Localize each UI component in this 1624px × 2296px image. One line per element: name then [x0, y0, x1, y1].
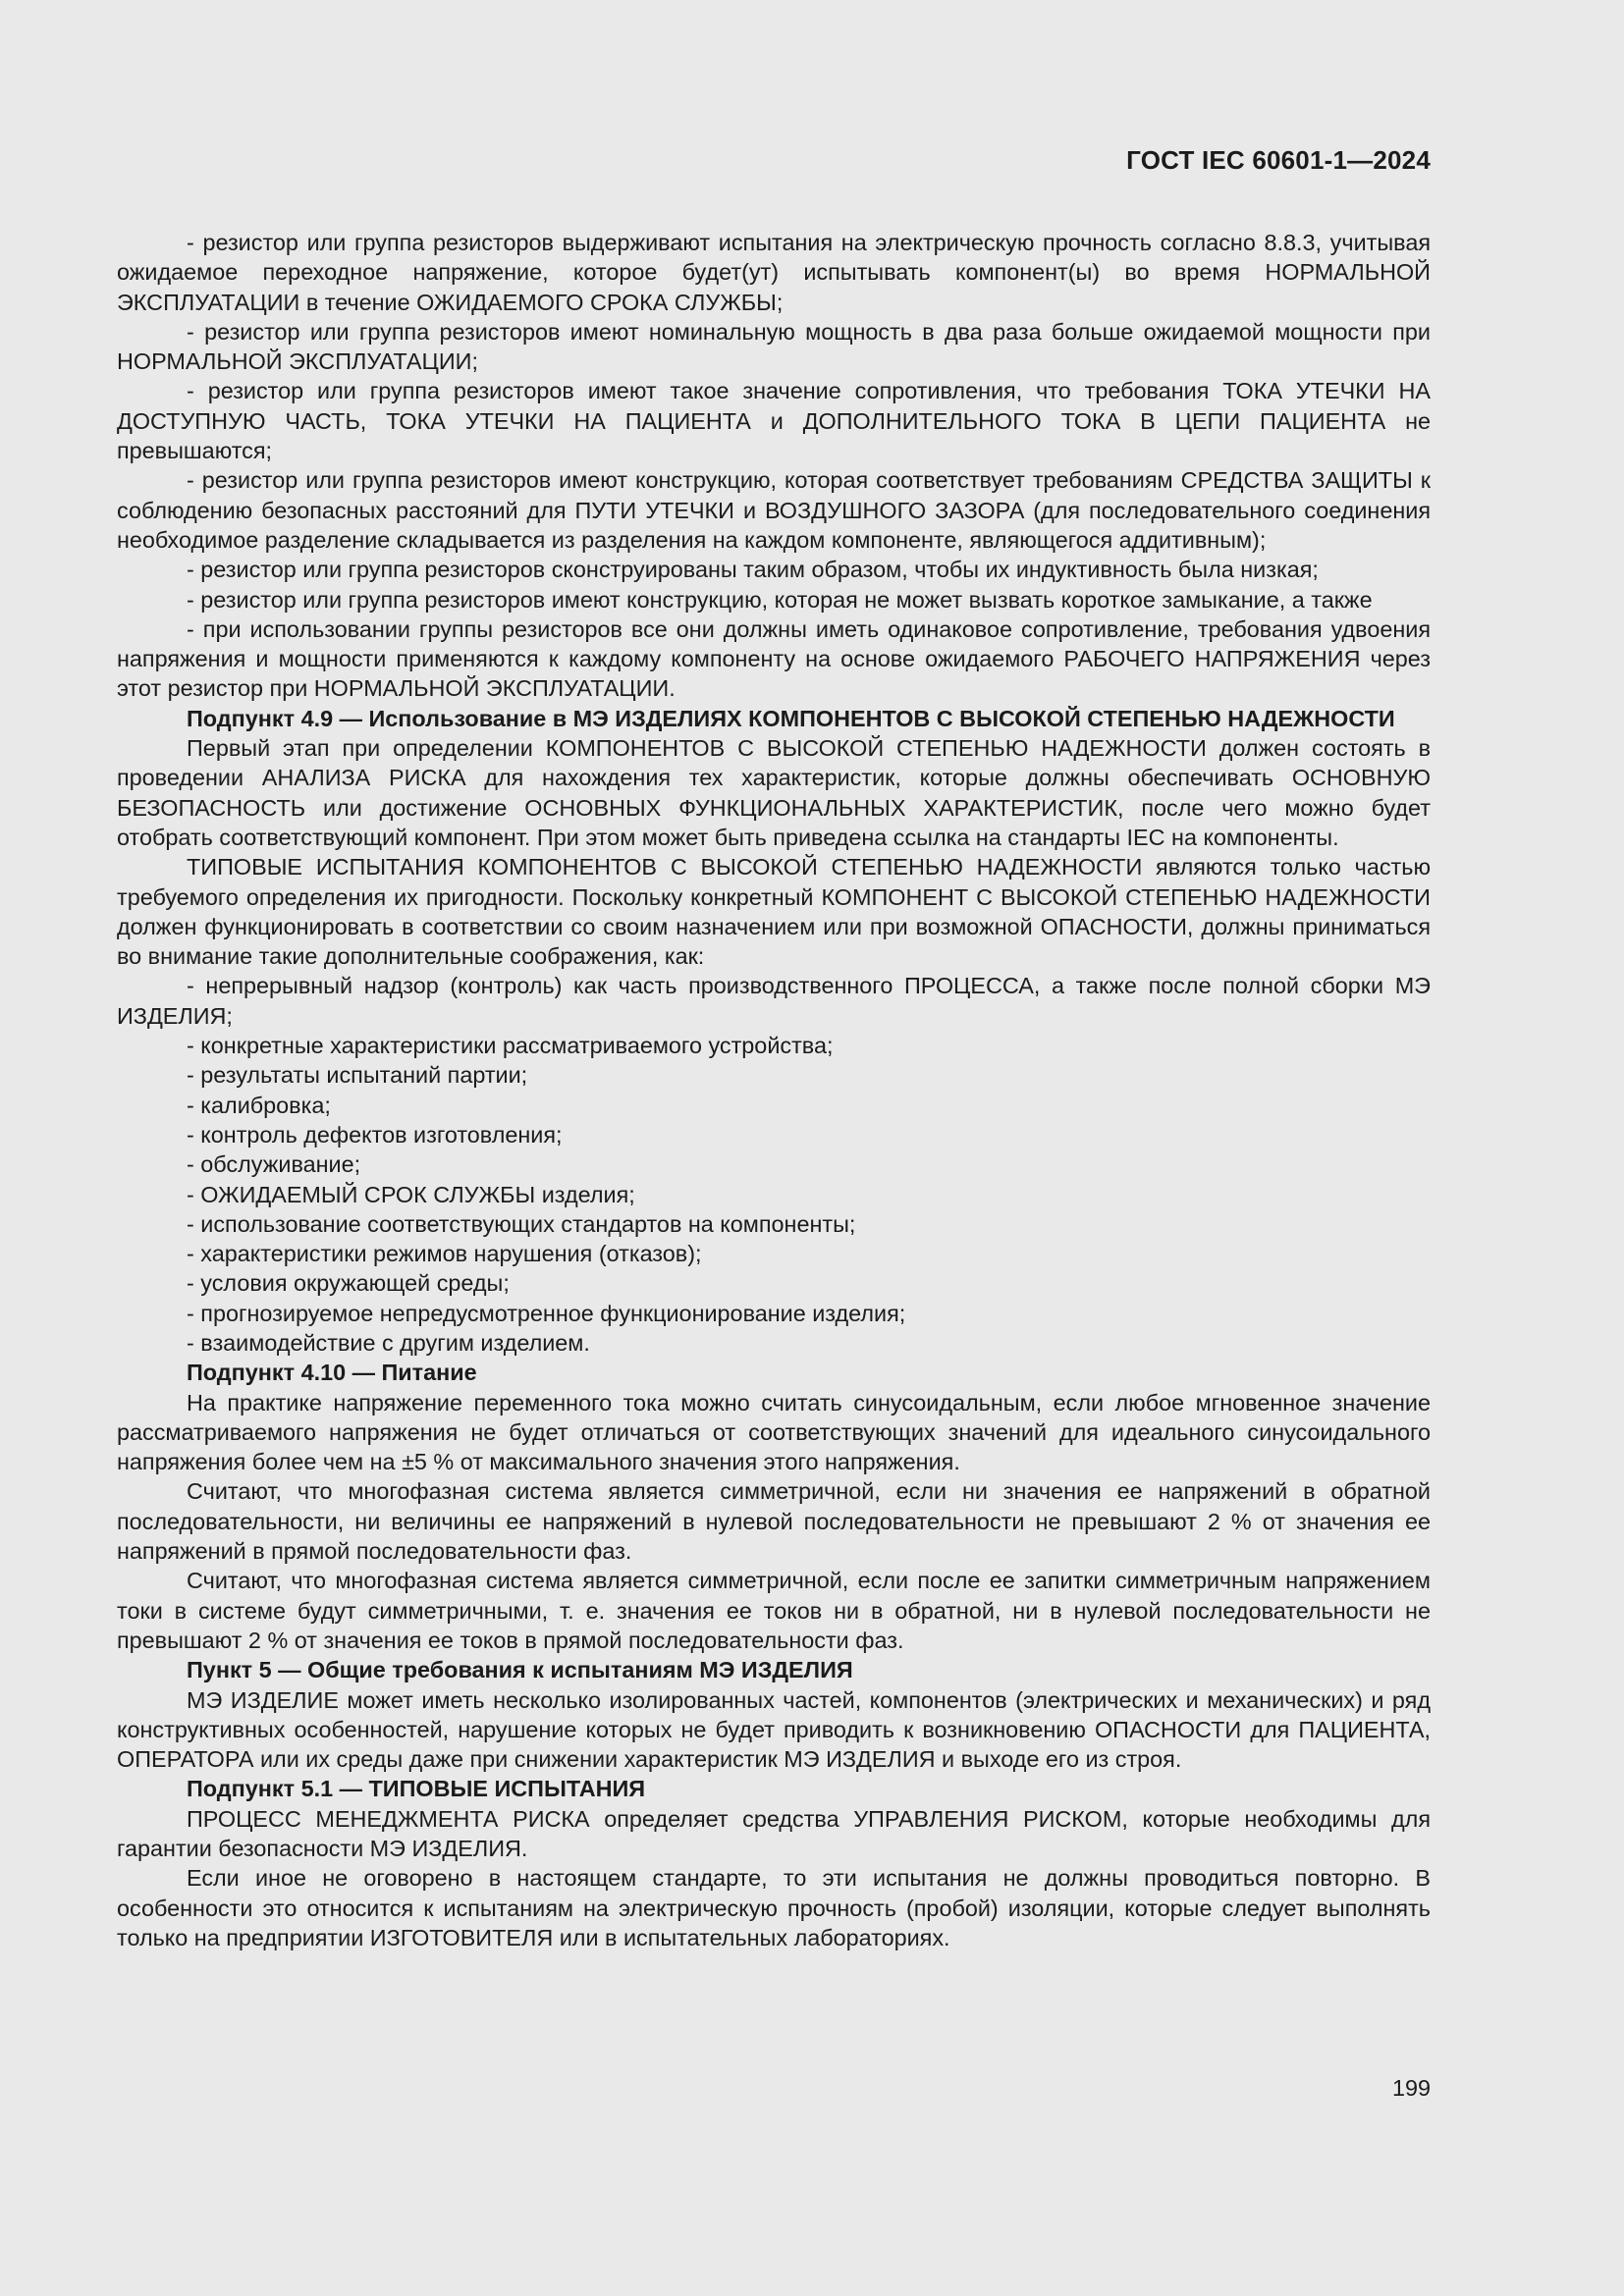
list-item: - при использовании группы резисторов все они должны иметь одинаковое сопротивление, требования удвоения напряжения и мощности применяются к каждому компоненту на основе ожидаемого РАБОЧЕГО НАПРЯЖЕНИЯ через этот резистор при НОРМАЛЬНОЙ ЭКСПЛУАТАЦИИ. [117, 615, 1431, 702]
body-paragraph: На практике напряжение переменного тока можно считать синусоидальным, если любое мгновенное значение рассматриваемого напряжения не будет отличаться от соответствующих значений для идеального синусоидального напряжения более чем на ±5 % от максимального значения этого напряжения. [117, 1389, 1431, 1475]
list-item: - непрерывный надзор (контроль) как часть производственного ПРОЦЕССА, а также после полной сборки МЭ ИЗДЕЛИЯ; [117, 973, 1431, 1029]
body-paragraph: Если иное не оговорено в настоящем стандарте, то эти испытания не должны проводиться повторно. В особенности это относится к испытаниям на электрическую прочность (пробой) изоляции, которые следует выполнять только на предприятии ИЗГОТОВИТЕЛЯ или в испытательных лабораториях. [117, 1865, 1431, 1950]
section-heading: Подпункт 4.9 — Использование в МЭ ИЗДЕЛИЯХ КОМПОНЕНТОВ С ВЫСОКОЙ СТЕПЕНЬЮ НАДЕЖНОСТИ [187, 705, 1395, 731]
list-item: - использование соответствующих стандартов на компоненты; [187, 1210, 856, 1237]
list-item: - резистор или группа резисторов выдерживают испытания на электрическую прочность согласно 8.8.3, учитывая ожидаемое переходное напряжение, которое будет(ут) испытывать компонент(ы) во время НОРМАЛЬНОЙ ЭКСПЛУАТАЦИИ в течение ОЖИДАЕМОГО СРОКА СЛУЖБЫ; [117, 230, 1431, 315]
section-heading: Подпункт 5.1 — ТИПОВЫЕ ИСПЫТАНИЯ [187, 1776, 646, 1802]
body-paragraph: Считают, что многофазная система является симметричной, если ни значения ее напряжений в обратной последовательности, ни величины ее напряжений в нулевой последовательности не превышают 2 % от значения ее напряжений в прямой последовательности фаз. [117, 1478, 1431, 1565]
document-header: ГОСТ IEC 60601-1—2024 [1126, 145, 1431, 175]
list-item: - взаимодействие с другим изделием. [187, 1329, 590, 1356]
list-item: - обслуживание; [187, 1151, 361, 1178]
list-item: - резистор или группа резисторов имеют конструкцию, которая не может вызвать короткое замыкание, а также [187, 586, 1373, 613]
list-item: - резистор или группа резисторов имеют такое значение сопротивления, что требования ТОКА УТЕЧКИ НА ДОСТУПНУЮ ЧАСТЬ, ТОКА УТЕЧКИ НА ПАЦИЕНТА и ДОПОЛНИТЕЛЬНОГО ТОКА В ЦЕПИ ПАЦИЕНТА не превышаются; [117, 378, 1431, 464]
body-paragraph: Считают, что многофазная система является симметричной, если после ее запитки симметричным напряжением токи в системе будут симметричными, т. е. значения ее токов ни в обратной, ни в нулевой последовательности не превышают 2 % от значения ее токов в прямой последовательности фаз. [117, 1568, 1431, 1653]
list-item: - резистор или группа резисторов сконструированы таким образом, чтобы их индуктивность была низкая; [187, 557, 1319, 583]
list-item: - прогнозируемое непредусмотренное функционирование изделия; [187, 1300, 906, 1326]
body-paragraph: ПРОЦЕСС МЕНЕДЖМЕНТА РИСКА определяет средства УПРАВЛЕНИЯ РИСКОМ, которые необходимы для гарантии безопасности МЭ ИЗДЕЛИЯ. [117, 1805, 1431, 1862]
list-item: - калибровка; [187, 1092, 331, 1118]
list-item: - резистор или группа резисторов имеют конструкцию, которая соответствует требованиям СРЕДСТВА ЗАЩИТЫ к соблюдению безопасных расстояний для ПУТИ УТЕЧКИ и ВОЗДУШНОГО ЗАЗОРА (для последовательного соединения необходимое разделение складывается из разделения на каждом компоненте, являющегося аддитивным); [117, 467, 1431, 553]
list-item: - результаты испытаний партии; [187, 1062, 528, 1089]
body-paragraph: ТИПОВЫЕ ИСПЫТАНИЯ КОМПОНЕНТОВ С ВЫСОКОЙ СТЕПЕНЬЮ НАДЕЖНОСТИ являются только частью требуемого определения их пригодности. Поскольку конкретный КОМПОНЕНТ С ВЫСОКОЙ СТЕПЕНЬЮ НАДЕЖНОСТИ должен функционировать в соответствии со своим назначением или при возможной ОПАСНОСТИ, должны приниматься во внимание такие дополнительные соображения, как: [117, 854, 1431, 970]
body-paragraph: МЭ ИЗДЕЛИЕ может иметь несколько изолированных частей, компонентов (электрических и механических) и ряд конструктивных особенностей, нарушение которых не будет приводить к возникновению ОПАСНОСТИ для ПАЦИЕНТА, ОПЕРАТОРА или их среды даже при снижении характеристик МЭ ИЗДЕЛИЯ и выходе его из строя. [117, 1686, 1431, 1773]
list-item: - конкретные характеристики рассматриваемого устройства; [187, 1033, 834, 1059]
list-item: - условия окружающей среды; [187, 1270, 510, 1297]
document-body [117, 228, 1431, 1952]
list-item: - ОЖИДАЕМЫЙ СРОК СЛУЖБЫ изделия; [187, 1181, 635, 1207]
list-item: - характеристики режимов нарушения (отказов); [187, 1241, 702, 1267]
section-heading: Пункт 5 — Общие требования к испытаниям МЭ ИЗДЕЛИЯ [187, 1657, 853, 1683]
list-item: - резистор или группа резисторов имеют номинальную мощность в два раза больше ожидаемой мощности при НОРМАЛЬНОЙ ЭКСПЛУАТАЦИИ; [117, 318, 1431, 375]
section-heading: Подпункт 4.10 — Питание [187, 1360, 477, 1386]
body-paragraph: Первый этап при определении КОМПОНЕНТОВ С ВЫСОКОЙ СТЕПЕНЬЮ НАДЕЖНОСТИ должен состоять в проведении АНАЛИЗА РИСКА для нахождения тех характеристик, которые должны обеспечивать ОСНОВНУЮ БЕЗОПАСНОСТЬ или достижение ОСНОВНЫХ ФУНКЦИОНАЛЬНЫХ ХАРАКТЕРИСТИК, после чего можно будет отобрать соответствующий компонент. При этом может быть приведена ссылка на стандарты IEC на компоненты. [117, 735, 1431, 850]
list-item: - контроль дефектов изготовления; [187, 1121, 563, 1148]
page-number: 199 [1391, 2075, 1431, 2101]
